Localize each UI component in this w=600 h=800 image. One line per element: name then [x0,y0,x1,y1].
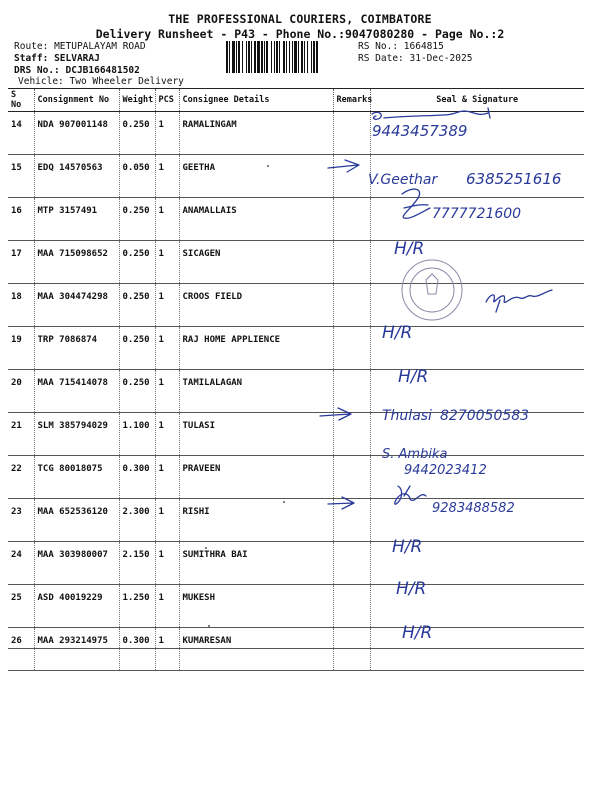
rs-no-label: RS No.: [358,41,399,52]
barcode-bar [313,41,315,73]
cell-seal [370,112,584,155]
runsheet-title: Delivery Runsheet - P43 - Phone No.:9047080280 - Page No.:2 [95,27,505,41]
col-header-pcs: PCS [155,89,179,112]
barcode-bar [289,41,290,73]
cell-weight: 0.250 [119,327,155,370]
table-row [8,499,584,542]
cell-remarks [333,155,370,198]
staff-value: SELVARAJ [54,53,100,64]
barcode-bar [279,41,280,73]
cell-seal [370,241,584,284]
cell-seal [370,370,584,413]
vehicle-value: Two Wheeler Delivery [69,76,184,87]
barcode-bar [286,41,287,73]
cell-weight: 0.250 [119,241,155,284]
cell-remarks [333,413,370,456]
cell-sno: 17 [8,241,34,284]
cell-consignee: RAMALINGAM [179,112,333,155]
barcode-bar [283,41,285,73]
rs-no-value: 1664815 [403,41,444,52]
barcode-bar [292,41,293,73]
cell-consignee: SUMITHRA BAI [179,542,333,585]
barcode-bar [257,41,260,73]
handwritten-phone: 6385251616 [466,170,562,188]
cell-pcs: 1 [155,370,179,413]
cell-sno: 23 [8,499,34,542]
handwritten-phone: 9443457389 [372,122,468,140]
table-row [8,456,584,499]
cell-sno: 18 [8,284,34,327]
handwritten-signature: Thulasi [382,408,432,424]
cell-consignee: CROOS FIELD [179,284,333,327]
cell-seal [370,284,584,327]
barcode-bar [304,41,305,73]
cell-weight: 0.250 [119,198,155,241]
cell-remarks [333,284,370,327]
vehicle-line [18,76,184,87]
cell-consignment: MTP 3157491 [34,198,119,241]
cell-pcs: 1 [155,456,179,499]
cell-pcs: 1 [155,284,179,327]
cell-sno: 21 [8,413,34,456]
barcode-bar [294,41,297,73]
cell-sno: 15 [8,155,34,198]
cell-weight: 2.300 [119,499,155,542]
cell-consignee: KUMARESAN [179,628,333,671]
cell-consignment: NDA 907001148 [34,112,119,155]
barcode-bar [254,41,256,73]
handwritten-phone: 9283488582 [432,501,515,516]
rs-no-line [358,41,444,52]
cell-pcs: 1 [155,499,179,542]
table-row [8,370,584,413]
col-header-remarks: Remarks [333,89,370,112]
cell-weight: 1.250 [119,585,155,628]
barcode-bar [242,41,243,73]
handwritten-signature: V.Geethar [368,172,438,188]
drs-label: DRS No.: [14,65,60,76]
cell-seal [370,628,584,671]
cell-weight: 1.100 [119,413,155,456]
table-row [8,585,584,628]
rs-date-value: 31-Dec-2025 [409,53,473,64]
cell-weight: 0.250 [119,284,155,327]
cell-consignment: MAA 715098652 [34,241,119,284]
barcode-bar [251,41,252,73]
cell-seal [370,413,584,456]
cell-consignee: TAMILALAGAN [179,370,333,413]
barcode-bar [307,41,308,73]
table-row [8,198,584,241]
handwritten-signature: S. Ambika [382,447,448,462]
table-row [8,284,584,327]
cell-weight: 0.300 [119,456,155,499]
barcode-bar [232,41,235,73]
barcode-bar [316,41,318,73]
cell-consignment: ASD 40019229 [34,585,119,628]
cell-weight: 2.150 [119,542,155,585]
handwritten-phone: 7777721600 [432,206,522,222]
cell-consignment: TCG 80018075 [34,456,119,499]
rs-date-line [358,53,472,64]
cell-remarks [333,112,370,155]
vehicle-label: Vehicle: [18,76,64,87]
barcode-bar [238,41,240,73]
route-value: METUPALAYAM ROAD [54,41,146,52]
barcode-bar [311,41,312,73]
barcode-bar [276,41,278,73]
cell-remarks [333,327,370,370]
cell-consignee: MUKESH [179,585,333,628]
staff-label: Staff: [14,53,49,64]
cell-pcs: 1 [155,585,179,628]
table-row [8,112,584,155]
handwritten-phone: 9442023412 [404,463,487,478]
hr-mark: H/R [398,367,429,387]
hr-mark: H/R [394,239,425,259]
cell-seal [370,456,584,499]
barcode-image [226,41,354,73]
barcode-bar [226,41,228,73]
cell-consignee: RISHI [179,499,333,542]
cell-sno: 19 [8,327,34,370]
cell-remarks [333,585,370,628]
table-row [8,155,584,198]
cell-weight: 0.250 [119,112,155,155]
cell-consignment: MAA 652536120 [34,499,119,542]
cell-consignment: MAA 304474298 [34,284,119,327]
cell-sno: 20 [8,370,34,413]
cell-consignee: PRAVEEN [179,456,333,499]
cell-pcs: 1 [155,542,179,585]
cell-remarks [333,456,370,499]
drs-line [14,65,140,76]
cell-consignment: SLM 385794029 [34,413,119,456]
table-bottom-rule [8,648,584,649]
col-header-consignment: Consignment No [34,89,119,112]
cell-consignment: EDQ 14570563 [34,155,119,198]
col-header-consignee: Consignee Details [179,89,333,112]
col-header-weight: Weight [119,89,155,112]
cell-remarks [333,499,370,542]
cell-consignee: RAJ HOME APPLIENCE [179,327,333,370]
cell-sno: 26 [8,628,34,671]
staff-line [14,53,100,64]
hr-mark: H/R [392,537,423,557]
cell-pcs: 1 [155,413,179,456]
cell-pcs: 1 [155,327,179,370]
barcode-bar [301,41,303,73]
barcode-bar [229,41,230,73]
table-row [8,327,584,370]
barcode-bar [236,41,237,73]
barcode-bar [298,41,299,73]
table-row [8,241,584,284]
cell-weight: 0.050 [119,155,155,198]
company-title: THE PROFESSIONAL COURIERS, COIMBATORE [168,12,432,26]
cell-weight: 0.300 [119,628,155,671]
cell-seal [370,542,584,585]
drs-value: DCJB166481502 [65,65,140,76]
cell-pcs: 1 [155,155,179,198]
cell-pcs: 1 [155,112,179,155]
handwritten-phone: 8270050583 [440,408,530,424]
cell-remarks [333,198,370,241]
barcode-bar [246,41,247,73]
cell-consignment: MAA 293214975 [34,628,119,671]
barcode-bar [266,41,268,73]
cell-sno: 14 [8,112,34,155]
hr-mark: H/R [382,323,413,343]
cell-remarks [333,542,370,585]
cell-pcs: 1 [155,241,179,284]
table-header-row [8,89,584,112]
cell-remarks [333,241,370,284]
rs-date-label: RS Date: [358,53,404,64]
col-header-sno: S No [8,89,34,112]
cell-sno: 24 [8,542,34,585]
cell-consignee: TULASI [179,413,333,456]
cell-consignment: TRP 7086874 [34,327,119,370]
cell-remarks [333,628,370,671]
barcode-bar [271,41,272,73]
barcode-bar [264,41,265,73]
barcode-bar [274,41,275,73]
cell-pcs: 1 [155,628,179,671]
cell-consignment: MAA 303980007 [34,542,119,585]
cell-consignment: MAA 715414078 [34,370,119,413]
col-header-seal: Seal & Signature [370,89,584,112]
cell-weight: 0.250 [119,370,155,413]
table-row [8,628,584,671]
barcode-bar [248,41,250,73]
cell-remarks [333,370,370,413]
cell-sno: 22 [8,456,34,499]
table-row [8,542,584,585]
cell-sno: 25 [8,585,34,628]
cell-seal [370,155,584,198]
route-label: Route: [14,41,49,52]
cell-consignee: SICAGEN [179,241,333,284]
hr-mark: H/R [402,623,433,643]
cell-seal [370,499,584,542]
cell-consignee: GEETHA [179,155,333,198]
cell-seal [370,585,584,628]
cell-pcs: 1 [155,198,179,241]
barcode-bar [261,41,263,73]
hr-mark: H/R [396,579,427,599]
cell-consignee: ANAMALLAIS [179,198,333,241]
cell-seal [370,198,584,241]
cell-sno: 16 [8,198,34,241]
table-row [8,413,584,456]
runsheet-table [8,88,584,671]
cell-seal [370,327,584,370]
route-line [14,41,146,52]
